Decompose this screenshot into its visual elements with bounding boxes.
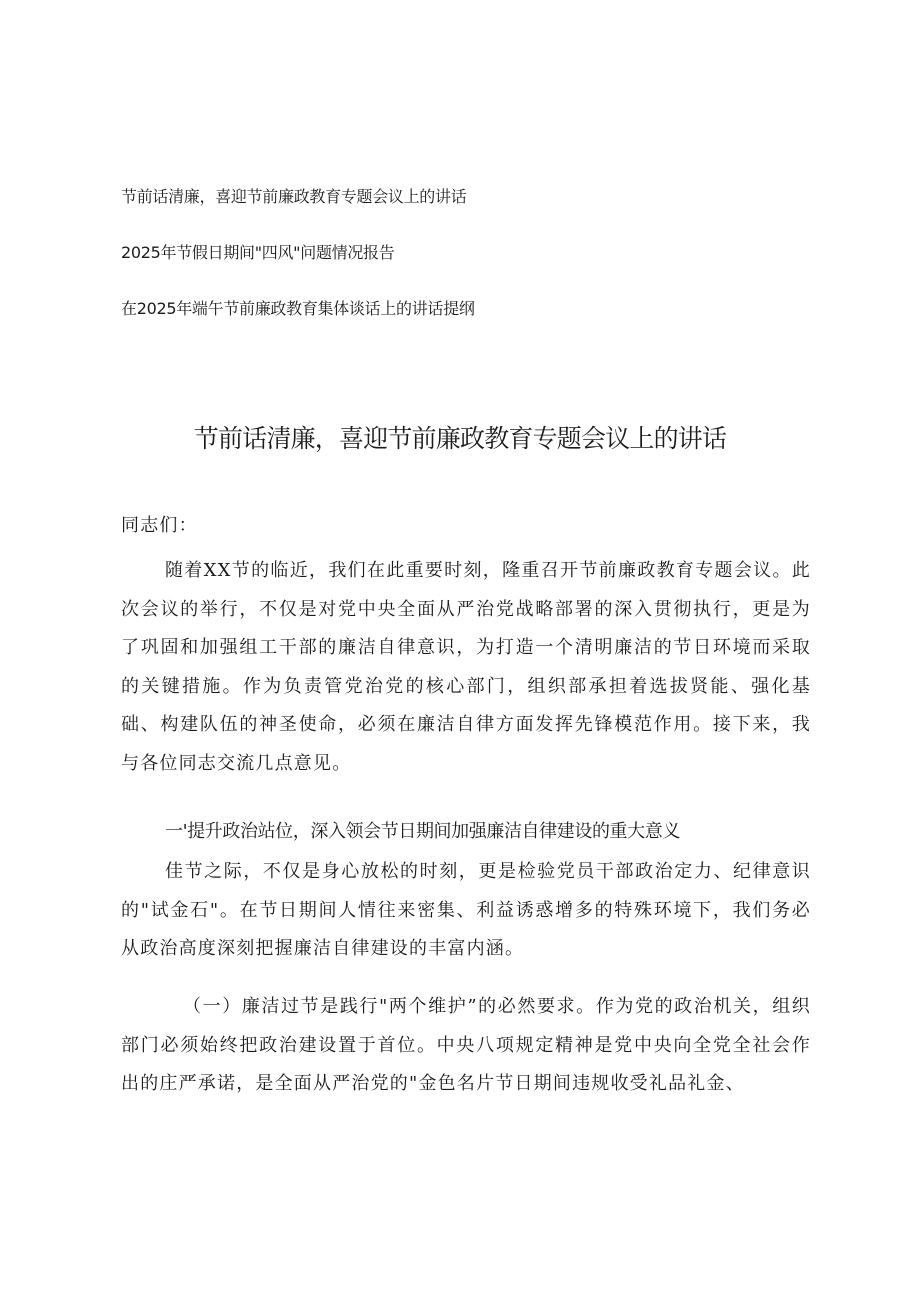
- toc-item-3[interactable]: 在2025年端午节前廉政教育集体谈话上的讲话提纲: [121, 299, 475, 318]
- salutation: 同志们：: [121, 515, 198, 536]
- paragraph-1: 随着XX节的临近，我们在此重要时刻，隆重召开节前廉政教育专题会议。此次会议的举行，不仅是对党中央全面从严治党战略部署的深入贯彻执行，更是为了巩固和加强组工干部的廉洁自律意识，为打造一个清明廉洁的节日环境而采取的关键措施。作为负责管党治党的核心部门，组织部承担着选拔贤能、强化基础、构建队伍的神圣使命，必须在廉洁自律方面发挥先锋模范作用。接下来，我与各位同志交流几点意见。: [121, 560, 811, 774]
- toc-item-1[interactable]: 节前话清廉，喜迎节前廉政教育专题会议上的讲话: [121, 187, 467, 206]
- toc-item-2[interactable]: 2025年节假日期间"四风"问题情况报告: [121, 243, 395, 262]
- paragraph-3: （一）廉洁过节是践行"两个维护”的必然要求。作为党的政治机关，组织部门必须始终把政治建设置于首位。中央八项规定精神是党中央向全党全社会作出的庄严承诺，是全面从严治党的"金色名片节日期间违规收受礼品礼金、: [121, 996, 811, 1094]
- paragraph-2: 佳节之际，不仅是身心放松的时刻，更是检验党员干部政治定力、纪律意识的"试金石"。在节日期间人情往来密集、利益诱惑增多的特殊环境下，我们务必从政治高度深刻把握廉洁自律建设的丰富内涵。: [121, 861, 811, 959]
- section-heading-1: 一'提升政治站位，深入领会节日期间加强廉洁自律建设的重大意义: [165, 821, 680, 842]
- document-title: 节前话清廉，喜迎节前廉政教育专题会议上的讲话: [193, 424, 727, 453]
